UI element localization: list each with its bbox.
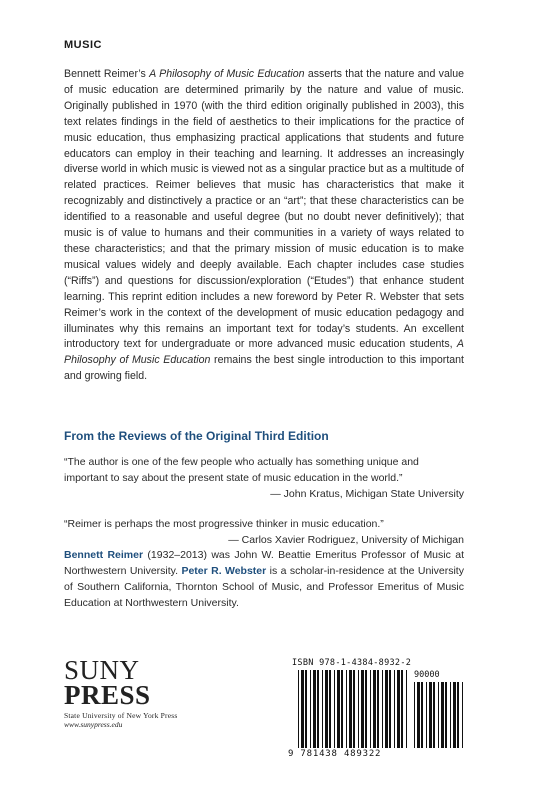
barcode-bar [385,670,388,748]
barcode-bar [358,670,359,748]
foreword-author-name: Peter R. Webster [181,565,267,577]
barcode-bar [453,682,456,748]
book-description [64,67,464,385]
review-attribution: — John Kratus, Michigan State University [270,488,464,500]
category-label: MUSIC [64,39,102,51]
barcode-bar [329,670,331,748]
barcode-bar [462,682,463,748]
barcode-bar [382,670,383,748]
reviews-heading: From the Reviews of the Original Third Edition [64,429,329,443]
isbn-number: ISBN 978-1-4384-8932-2 [292,658,412,668]
author-bio-text: (1932–2013) was John W. Beattie Emeritus Professor of Music at Northwestern University. [64,549,464,577]
barcode-bar [322,670,323,748]
desc-part-2: asserts that the nature and value of music education are determined primarily by the nature and value of music. Originally published in 1970 (with the third edition originally published in 2003), this text relates findings in the field of aesthetics to their implications for the practice of music education, thus emphasizing practical applications that students and future educators can employ in their teaching and learning. It addresses an increasingly diverse world in which music is viewed not as a singular practice but as a multitude of related practices. Reimer believes that music has characteristics that make it recognizably and distinctively a practice or an “art”; that these characteristics can be identified to a reasonable and useful degree (but no doubt never definitively); that music is of value to humans and their communities in a variety of ways related to these characteristics; and that the primary mission of music education is to make musical values widely and deeply available. Each chapter includes case studies (“Riffs”) and questions for discussion/exploration (“Etudes”) that enhance student learning. This reprint edition includes a new foreword by Peter R. Webster that sets Reimer’s work in the context of the development of music education pedagogy and illuminates why this remains an important text for today’s students. An excellent introductory text for undergraduate or more advanced music education students, [64,68,464,351]
barcode-bar [457,682,459,748]
barcode-bar [305,670,307,748]
barcode-bar [298,670,299,748]
barcode-bar [317,670,319,748]
barcode-bar [361,670,364,748]
publisher-url: www.sunypress.edu [64,720,123,729]
barcode-bar [401,670,403,748]
barcode-bar [349,670,352,748]
author-name: Bennett Reimer [64,549,144,561]
barcode-bar [377,670,379,748]
barcode-bar [325,670,328,748]
price-addon-number: 90000 [414,670,440,680]
barcode-bar [337,670,340,748]
isbn-barcode [284,654,472,762]
book-title: A Philosophy of Music Education [149,68,305,80]
review-quote [64,454,464,502]
review-quote-text: “The author is one of the few people who actually has something unique and important to say about the present state of music education in the world.” [64,456,419,484]
barcode-bars [284,654,472,762]
publisher-logo-line1: SUNY [64,655,140,685]
barcode-bar [370,670,371,748]
barcode-bar [429,682,432,748]
book-title-repeat: A Philosophy of Music Education [64,338,464,367]
barcode-bar [445,682,447,748]
publisher-logo [64,655,234,729]
barcode-bar [334,670,335,748]
barcode-bar [414,682,415,748]
barcode-bar [450,682,451,748]
barcode-bar [441,682,444,748]
barcode-bar [421,682,423,748]
desc-part-1: Bennett Reimer’s [64,68,150,80]
publisher-logo-line2: PRESS [64,680,151,710]
author-bio [64,547,464,611]
barcode-bar [406,670,407,748]
foreword-author-bio-text: is a scholar-in-residence at the University of Southern California, Thornton School of Music, and Professor Emeritus of Music Education at Northwestern University. [64,565,464,609]
barcode-bar [397,670,400,748]
barcode-bar [394,670,395,748]
barcode-bar [365,670,367,748]
ean-number: 9 781438 489322 [288,749,382,759]
barcode-bar [313,670,316,748]
barcode-bar [433,682,435,748]
barcode-bar [373,670,376,748]
barcode-bar [389,670,391,748]
publisher-full-name: State University of New York Press [64,711,178,720]
barcode-bar [310,670,311,748]
review-quote-text: “Reimer is perhaps the most progressive thinker in music education.” [64,518,384,530]
desc-part-3: remains the best single introduction to this important and growing field. [64,354,464,383]
barcode-bar [417,682,420,748]
barcode-bar [353,670,355,748]
review-attribution: — Carlos Xavier Rodriguez, University of Michigan [228,534,464,546]
barcode-bar [301,670,304,748]
barcode-bar [438,682,439,748]
barcode-bar [426,682,427,748]
barcode-bar [341,670,343,748]
barcode-bar [346,670,347,748]
review-quote [64,516,464,548]
